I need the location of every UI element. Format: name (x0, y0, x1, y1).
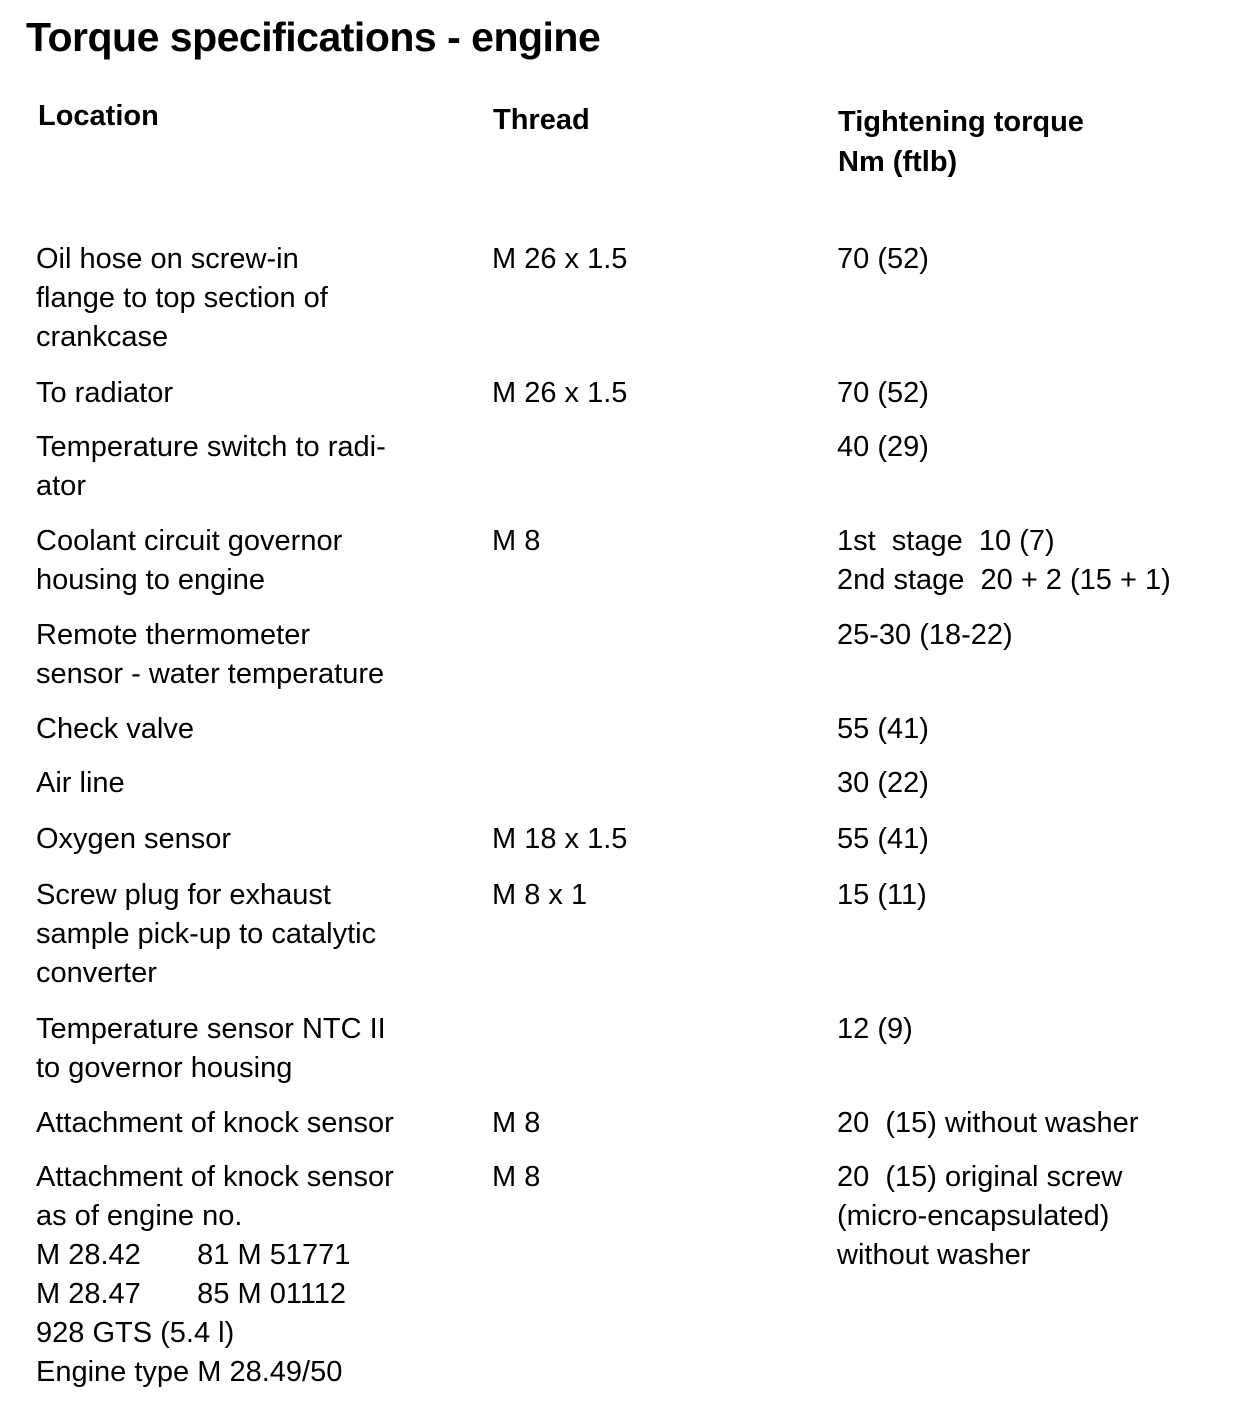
location-cell-line: Attachment of knock sensor (36, 1107, 394, 1139)
thread-cell: M 26 x 1.5 (492, 377, 628, 409)
thread-cell: M 18 x 1.5 (492, 823, 628, 855)
location-cell-line: Oxygen sensor (36, 823, 232, 855)
torque-cell-line: (micro-encapsulated) (837, 1200, 1110, 1232)
torque-cell-line: 40 (29) (837, 431, 929, 463)
location-cell (36, 876, 476, 993)
location-cell-line: crankcase (36, 321, 169, 353)
torque-cell (837, 1158, 1242, 1275)
location-cell (36, 240, 476, 357)
location-cell-line: ator (36, 470, 86, 502)
torque-cell-line: 1st stage 10 (7) (837, 525, 1055, 557)
location-cell (36, 1104, 476, 1143)
torque-cell-line: 25-30 (18-22) (837, 619, 1013, 651)
torque-cell (837, 1010, 1242, 1049)
torque-cell-line: 2nd stage 20 + 2 (15 + 1) (837, 564, 1171, 596)
location-cell (36, 710, 476, 749)
location-cell-line: converter (36, 957, 157, 989)
page-title: Torque specifications - engine (26, 14, 601, 60)
location-cell (36, 1158, 476, 1392)
location-cell (36, 764, 476, 803)
location-cell-line: 928 GTS (5.4 l) (36, 1317, 235, 1349)
torque-cell-line: without washer (837, 1239, 1031, 1271)
location-cell (36, 1010, 476, 1088)
torque-cell-line: 70 (52) (837, 377, 929, 409)
torque-cell (837, 710, 1242, 749)
torque-cell (837, 522, 1242, 600)
torque-cell (837, 1104, 1242, 1143)
torque-cell (837, 428, 1242, 467)
location-cell-line: Oil hose on screw-in (36, 243, 299, 275)
location-cell-line: To radiator (36, 377, 174, 409)
torque-cell (837, 820, 1242, 859)
location-cell-line: Check valve (36, 713, 194, 745)
location-cell (36, 428, 476, 506)
column-header-torque-line1: Tightening torque (838, 106, 1084, 138)
torque-cell (837, 764, 1242, 803)
location-cell-line: housing to engine (36, 564, 265, 596)
thread-cell: M 8 (492, 1161, 541, 1193)
column-header-torque-line2: Nm (ftlb) (838, 146, 958, 178)
location-cell (36, 522, 476, 600)
column-header-location: Location (38, 100, 159, 132)
torque-cell-line: 20 (15) without washer (837, 1107, 1139, 1139)
location-cell-line: Remote thermometer (36, 619, 310, 651)
thread-cell: M 26 x 1.5 (492, 243, 628, 275)
torque-cell-line: 12 (9) (837, 1013, 913, 1045)
location-cell-line: flange to top section of (36, 282, 328, 314)
location-cell (36, 820, 476, 859)
location-cell-line: Temperature sensor NTC II (36, 1013, 386, 1045)
location-cell-line: Coolant circuit governor (36, 525, 343, 557)
location-cell (36, 616, 476, 694)
location-cell-line: Screw plug for exhaust (36, 879, 331, 911)
location-cell-line: sample pick-up to catalytic (36, 918, 377, 950)
location-cell-line: as of engine no. (36, 1200, 243, 1232)
location-cell-line: Air line (36, 767, 125, 799)
location-cell (36, 374, 476, 413)
torque-cell-line: 30 (22) (837, 767, 929, 799)
torque-cell (837, 374, 1242, 413)
torque-cell-line: 55 (41) (837, 713, 929, 745)
torque-cell-line: 20 (15) original screw (837, 1161, 1123, 1193)
thread-cell: M 8 (492, 525, 541, 557)
location-cell-line: M 28.47 85 M 01112 (36, 1278, 347, 1310)
torque-cell (837, 616, 1242, 655)
location-cell-line: to governor housing (36, 1052, 293, 1084)
column-header-thread: Thread (493, 104, 590, 136)
location-cell-line: M 28.42 81 M 51771 (36, 1239, 351, 1271)
location-cell-line: Attachment of knock sensor (36, 1161, 394, 1193)
torque-cell-line: 55 (41) (837, 823, 929, 855)
location-cell-line: Engine type M 28.49/50 (36, 1356, 343, 1388)
thread-cell: M 8 x 1 (492, 879, 588, 911)
torque-cell (837, 876, 1242, 915)
location-cell-line: Temperature switch to radi- (36, 431, 386, 463)
torque-cell-line: 70 (52) (837, 243, 929, 275)
torque-cell (837, 240, 1242, 279)
torque-cell-line: 15 (11) (837, 879, 927, 911)
thread-cell: M 8 (492, 1107, 541, 1139)
location-cell-line: sensor - water temperature (36, 658, 385, 690)
